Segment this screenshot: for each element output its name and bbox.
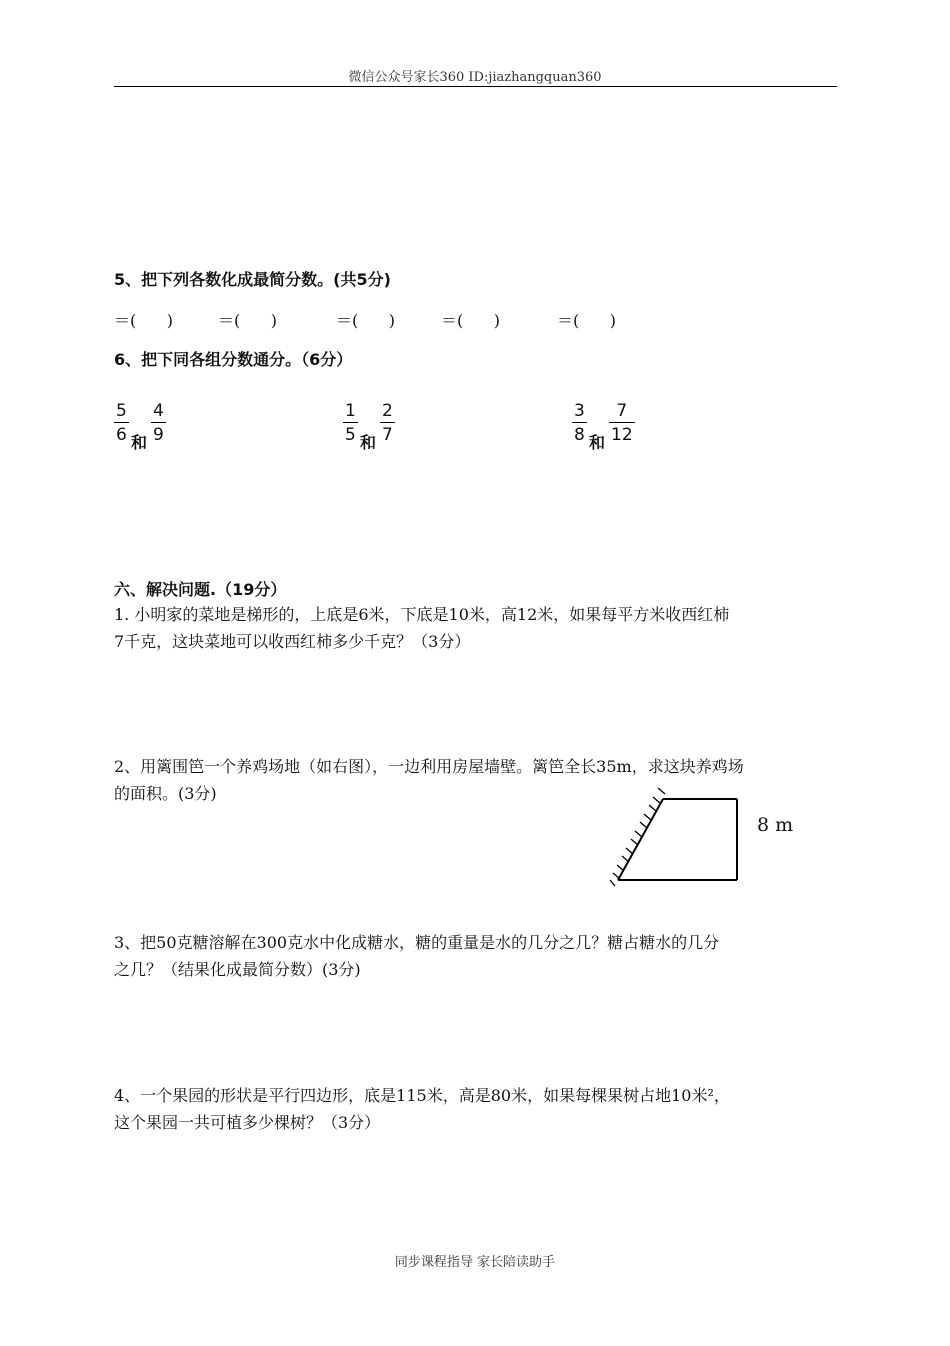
numerator: 4 [153,401,164,421]
page-header: 微信公众号家长360 ID:jiazhangquan360 [348,70,602,85]
problem-1-line-2: 7千克，这块菜地可以收西红柿多少千克？（3分） [114,632,471,651]
problem-4 [114,1082,844,1136]
connector-he: 和 [131,433,148,452]
q5-title [114,270,391,290]
problem-4-line-1: 4、一个果园的形状是平行四边形，底是115米，高是80米，如果每棵果树占地10米²， [114,1086,730,1105]
q5-blank-3: ＝( ) [336,311,396,330]
q5-blank-5: ＝( ) [557,311,617,330]
q6-title: 6、把下同各组分数通分。（6分） [114,350,353,369]
header-divider [114,86,837,87]
connector-he: 和 [360,433,377,452]
numerator: 2 [382,401,393,421]
house-wall [618,799,663,880]
q5-blank-1: ＝( ) [114,311,174,330]
section6-title: 六、解决问题.（19分） [114,580,287,599]
problem-3 [114,929,844,983]
wall-hatching [610,788,665,886]
problem-4-line-2: 这个果园一共可植多少棵树？（3分） [114,1113,381,1132]
fraction [151,400,166,445]
denominator: 12 [611,425,633,445]
q5-blank-4: ＝( ) [441,311,501,330]
chicken-yard-diagram [600,780,750,892]
numerator: 3 [574,401,585,421]
numerator: 1 [345,401,356,421]
problem-3-line-2: 之几？（结果化成最简分数）(3分) [114,960,361,979]
denominator: 8 [574,425,585,445]
numerator: 7 [616,401,628,421]
problem-2-line-2: 的面积。(3分) [114,784,217,803]
problem-2-line-1: 2、用篱围笆一个养鸡场地（如右图），一边利用房屋墙壁。篱笆全长35m，求这块养鸡场 [114,757,744,776]
q5-blank-2: ＝( ) [218,311,278,330]
q5-title-text: 5、把下列各数化成最简分数。(共5分) [114,270,391,289]
connector-he: 和 [589,433,606,452]
fraction [380,400,395,445]
problem-1 [114,601,844,655]
page-footer: 同步课程指导 家长陪读助手 [394,1255,556,1270]
problem-1-line-1: 1. 小明家的菜地是梯形的，上底是6米，下底是10米，高12米，如果每平方米收西红柿 [114,605,730,624]
fraction [609,400,635,445]
height-label: 8 m [757,814,794,836]
fraction [343,400,358,445]
denominator: 6 [116,425,127,445]
fraction [572,400,587,445]
denominator: 5 [345,425,356,445]
denominator: 9 [153,425,164,445]
denominator: 7 [382,425,393,445]
numerator: 5 [116,401,127,421]
problem-3-line-1: 3、把50克糖溶解在300克水中化成糖水，糖的重量是水的几分之几？糖占糖水的几分 [114,933,720,952]
fraction [114,400,129,445]
